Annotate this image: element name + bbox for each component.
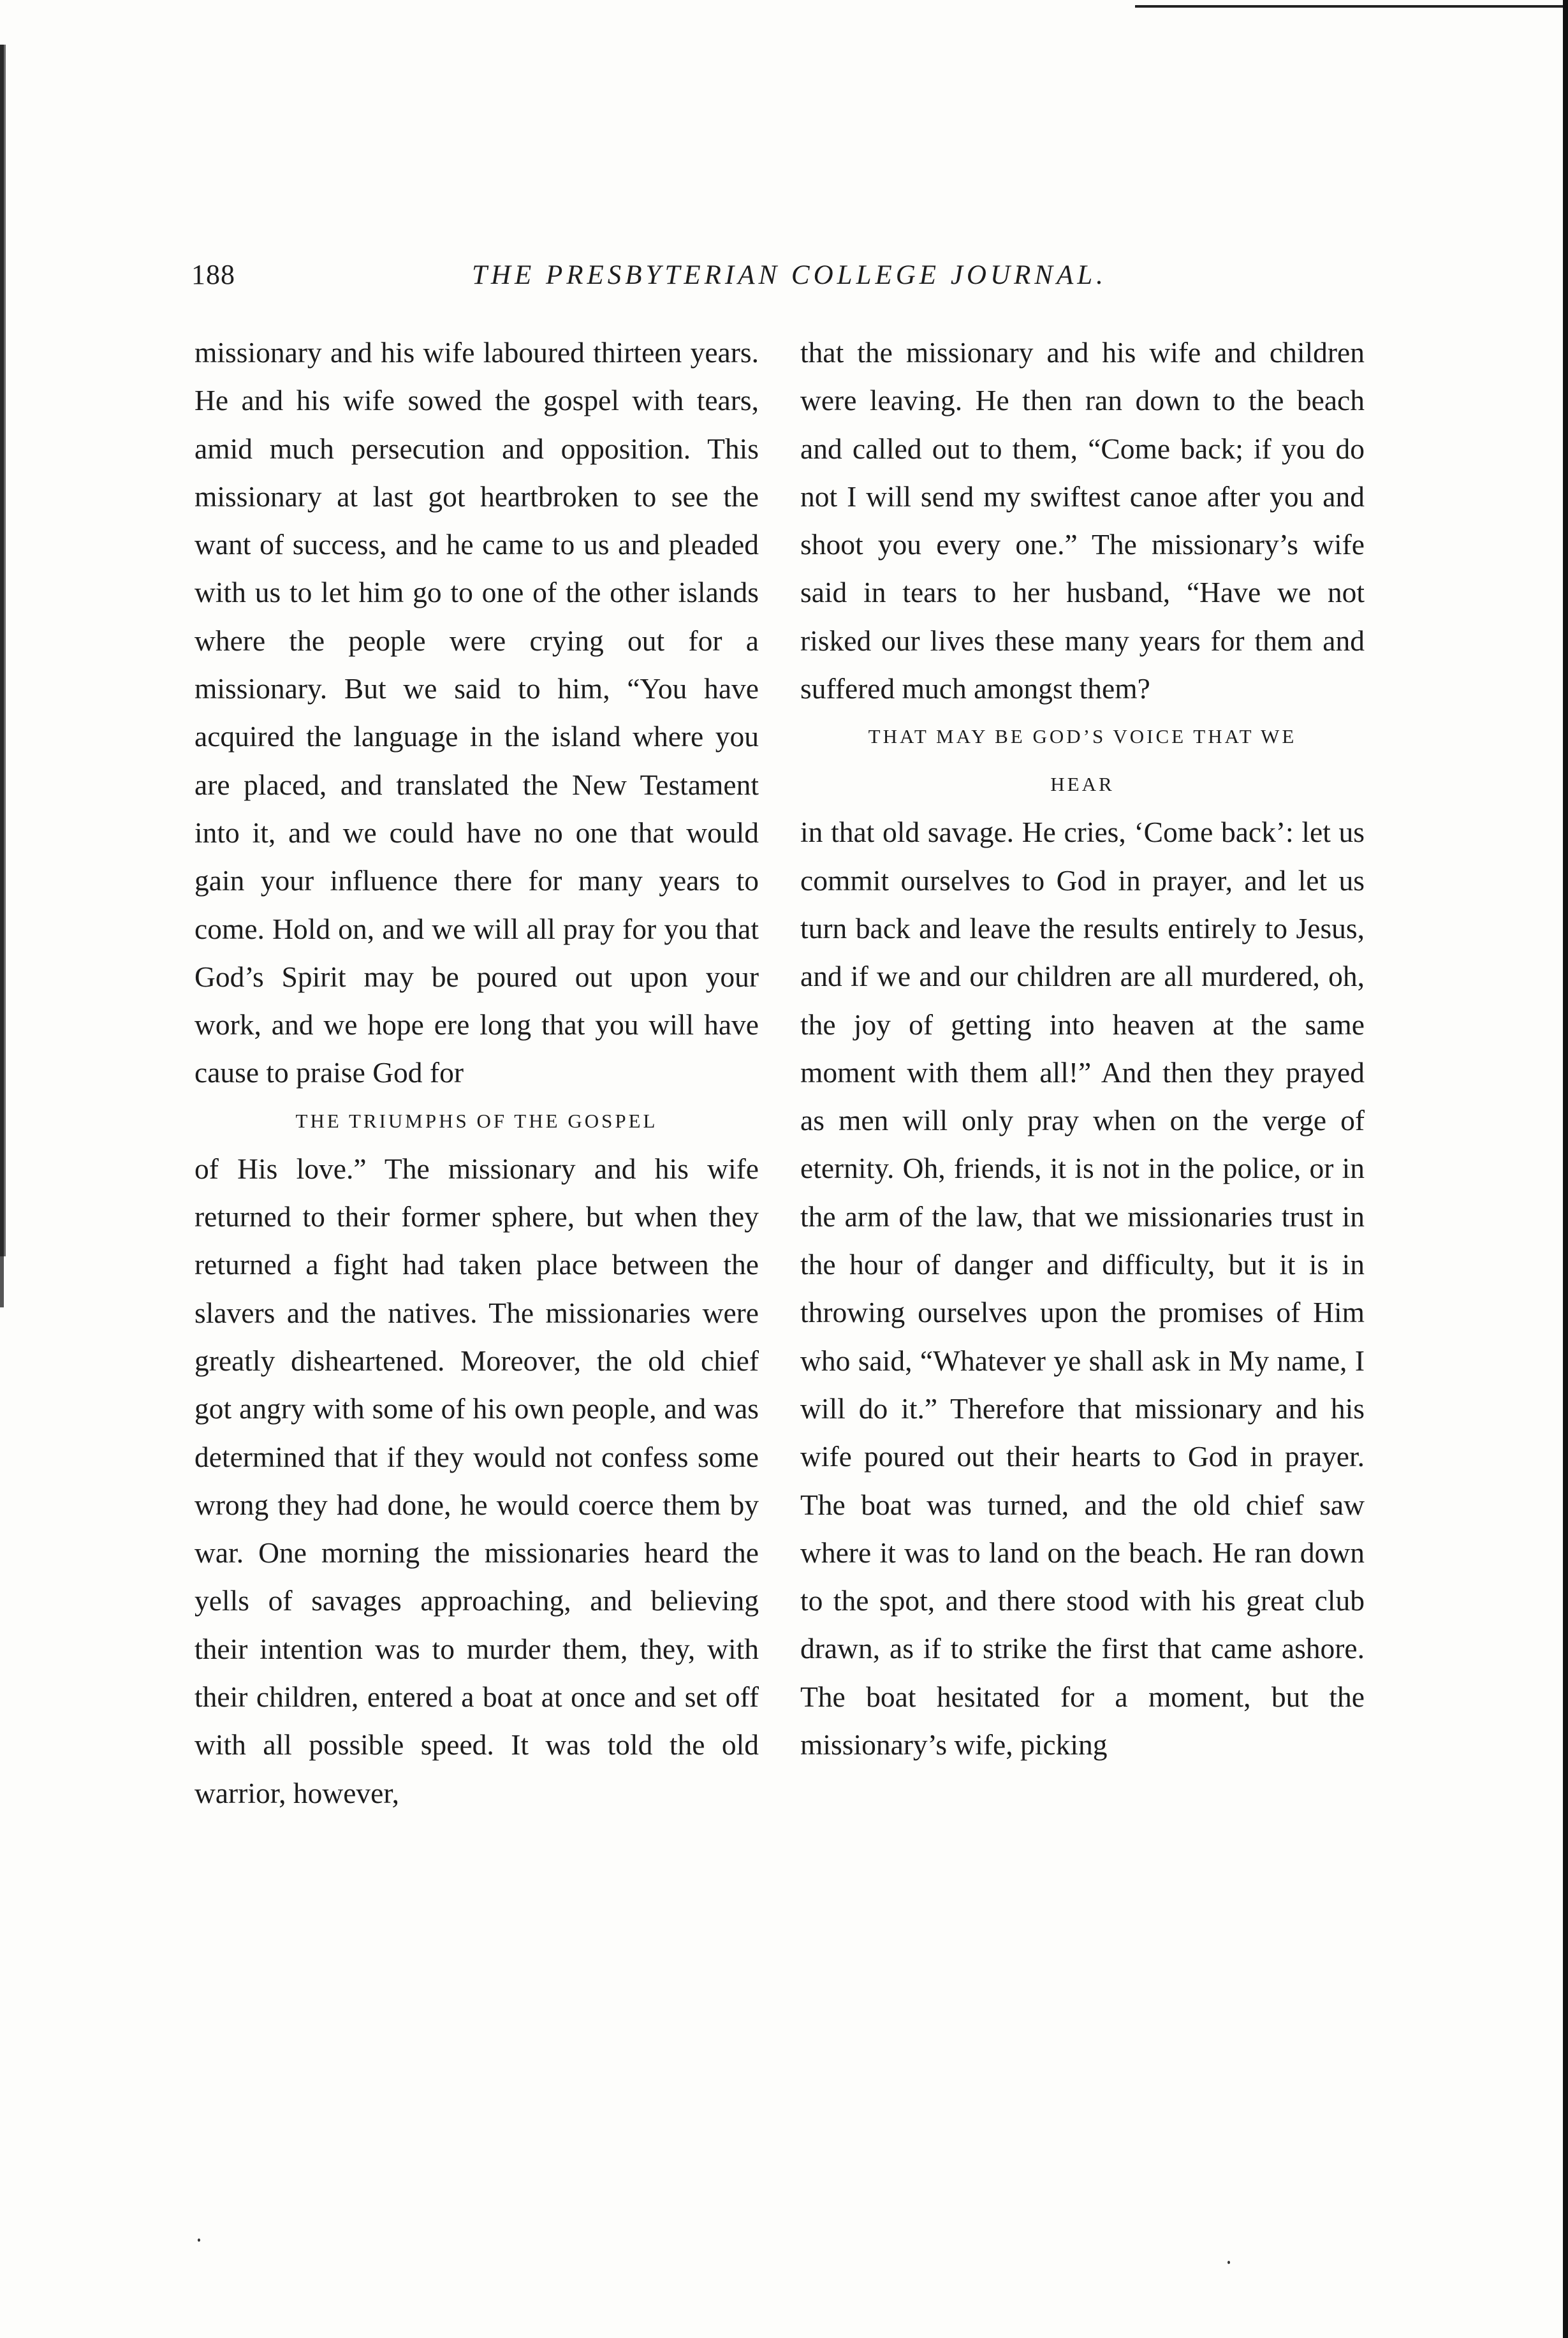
- right-section-heading-line-1: THAT MAY BE GOD’S VOICE THAT WE: [868, 725, 1297, 748]
- left-column: [194, 328, 759, 1817]
- top-rule: [1135, 5, 1568, 8]
- left-section-heading: THE TRIUMPHS OF THE GOSPEL: [295, 1109, 658, 1132]
- page-edge: [1563, 0, 1568, 2338]
- left-paragraph-2: of His love.” The missionary and his wife returned to their former sphere, but when they returned a fight had taken place between the slavers and the natives. The missionaries were greatly disheartened. Moreover, the old chief got angry with some of his own people, and was determined that if they would not confess some wrong they had done, he would coerce them by war. One morning the missionaries heard the yells of savages approaching, and believing their intention was to murder them, they, with their children, entered a boat at once and set off with all possible speed. It was told the old warrior, however,: [194, 1152, 759, 1809]
- right-section-heading-line-2: HEAR: [1050, 773, 1115, 796]
- binding-edge-lower: [0, 1256, 4, 1307]
- left-paragraph-1: missionary and his wife laboured thirteen years. He and his wife sowed the gospel with tears, amid much persecution and opposition. This missionary at last got heartbroken to see the want of success, and he came to us and pleaded with us to let him go to one of the other islands where the people were crying out for a missionary. But we said to him, “You have acquired the language in the island where you are placed, and translated the New Testament into it, and we could have no one that would gain your influence there for many years to come. Hold on, and we will all pray for you that God’s Spirit may be poured out upon your work, and we hope ere long that you will have cause to praise God for: [194, 336, 759, 1089]
- ink-speck: [1227, 2261, 1230, 2264]
- right-column: [800, 328, 1365, 1768]
- journal-title: THE PRESBYTERIAN COLLEGE JOURNAL.: [472, 260, 1107, 290]
- right-paragraph-2: in that old savage. He cries, ‘Come back’: let us commit ourselves to God in prayer, and let us turn back and leave the results entirely to Jesus, and if we and our children are all murdered, oh, the joy of getting into heaven at the same moment with them all!” And then they prayed as men will only pray when on the verge of eternity. Oh, friends, it is not in the police, or in the arm of the law, that we missionaries trust in the hour of danger and difficulty, but it is in throwing ourselves upon the promises of Him who said, “Whatever ye shall ask in My name, I will do it.” Therefore that missionary and his wife poured out their hearts to God in prayer. The boat was turned, and the old chief saw where it was to land on the beach. He ran down to the spot, and there stood with his great club drawn, as if to strike the first that came ashore. The boat hesitated for a moment, but the missionary’s wife, picking: [800, 816, 1365, 1761]
- running-head: [191, 258, 1377, 297]
- page-number: 188: [191, 259, 235, 290]
- binding-edge: [0, 45, 9, 1256]
- right-paragraph-1: that the missionary and his wife and children were leaving. He then ran down to the beach and called out to them, “Come back; if you do not I will send my swiftest canoe after you and shoot you every one.” The missionary’s wife said in tears to her husband, “Have we not risked our lives these many years for them and suffered much amongst them?: [800, 336, 1365, 705]
- ink-speck: [198, 2239, 200, 2242]
